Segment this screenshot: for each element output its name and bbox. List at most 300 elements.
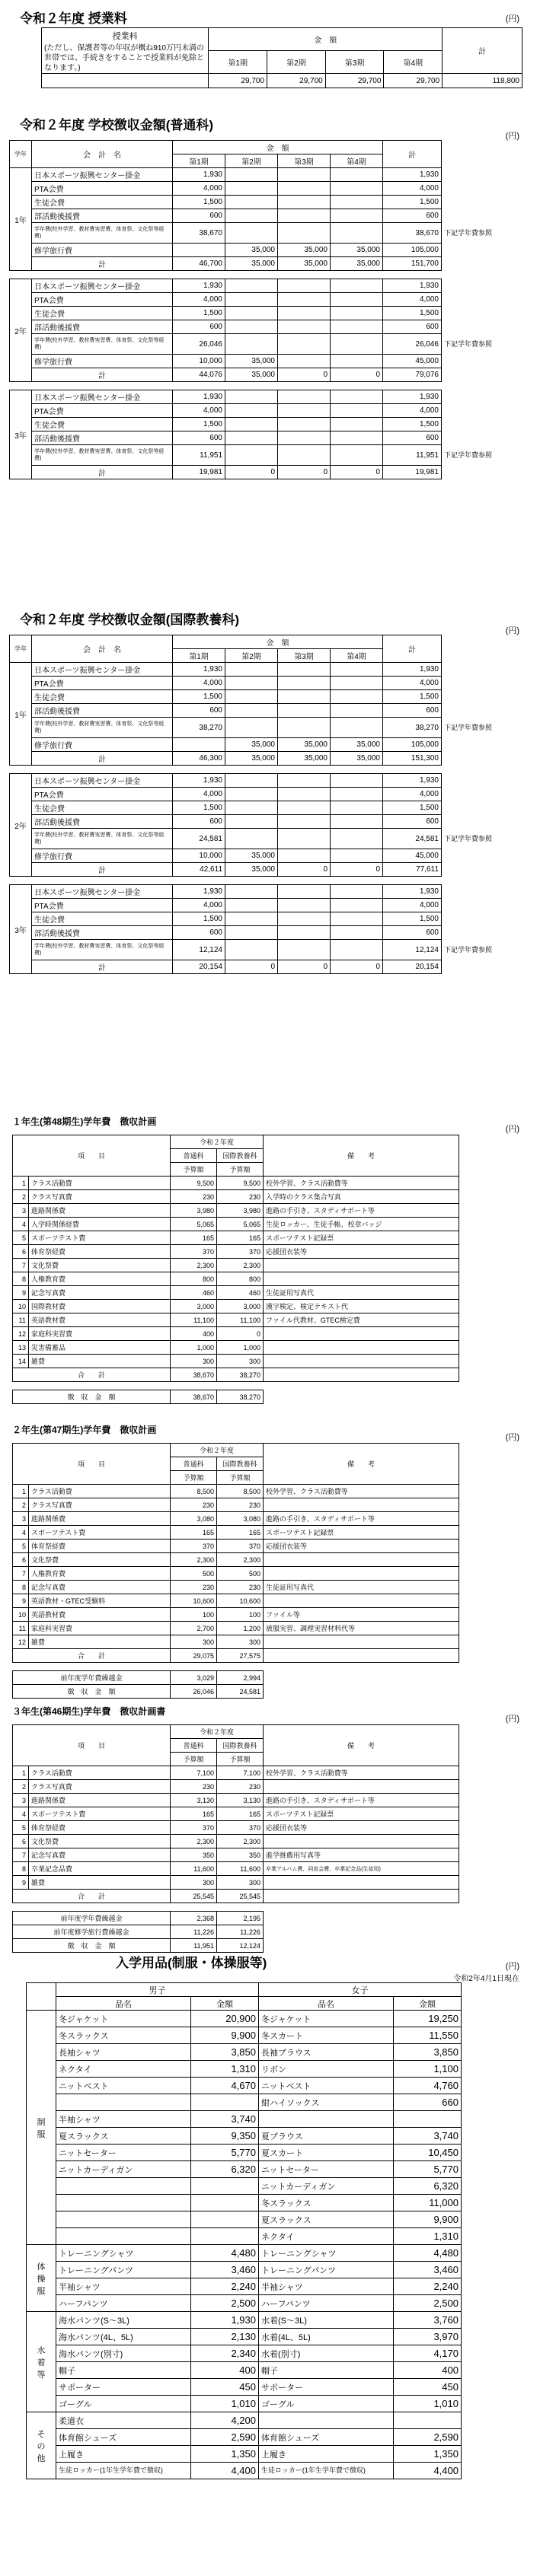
general-value: 3,000 <box>171 1300 217 1313</box>
table-row <box>10 279 495 293</box>
intl-head: 国際教養科 <box>217 1149 264 1163</box>
remarks <box>264 1498 459 1512</box>
item-name: 家庭科実習費 <box>29 1622 171 1635</box>
uniform-section <box>9 1952 524 2572</box>
plan2-table <box>12 1443 459 1699</box>
item-name: スポーツテスト費 <box>29 1231 171 1245</box>
price-cell: 400 <box>191 2362 259 2379</box>
item-cell: トレーニングパンツ <box>259 2262 394 2278</box>
item-name: 部活動後援費 <box>32 926 173 940</box>
general-value: 165 <box>171 1807 217 1821</box>
item-cell: 半袖シャツ <box>56 2111 191 2128</box>
amount-cell: 600 <box>383 815 442 829</box>
price-head: 金額 <box>191 1997 259 2011</box>
price-cell: 2,240 <box>191 2278 259 2295</box>
amount-cell <box>225 334 278 355</box>
price-head: 金額 <box>394 1997 462 2011</box>
total-label: 合 計 <box>13 1890 171 1903</box>
amount-cell: 600 <box>383 320 442 334</box>
item-name: 学年費(校外学習、教材費実習費、体育祭、文化祭等経費) <box>32 445 173 466</box>
grade-label: 3年 <box>10 390 32 479</box>
table-row <box>27 2379 462 2396</box>
amount-cell <box>225 885 278 899</box>
item-cell: 長袖シャツ <box>56 2044 191 2061</box>
amount-cell <box>278 677 331 690</box>
row-no: 8 <box>13 1862 29 1876</box>
row-no: 14 <box>13 1355 29 1368</box>
extra-general: 11,951 <box>171 1939 217 1953</box>
term-head-2: 第2期 <box>225 649 278 663</box>
table-row <box>13 1807 459 1821</box>
amount-cell: 600 <box>173 431 225 445</box>
item-cell: ニットベスト <box>259 2078 394 2094</box>
extra-intl: 11,226 <box>217 1925 264 1939</box>
grade-label: 3年 <box>10 885 32 974</box>
total-cell: 35,000 <box>225 863 278 877</box>
total-cell: 19,981 <box>383 466 442 479</box>
intl-value: 460 <box>217 1286 264 1300</box>
term-head-2: 第2期 <box>225 154 278 168</box>
general-value: 460 <box>171 1286 217 1300</box>
item-cell: 上履き <box>56 2446 191 2463</box>
total-label: 計 <box>32 863 173 877</box>
general-value: 3,080 <box>171 1512 217 1526</box>
amount-cell <box>278 196 331 209</box>
item-name: 学年費(校外学習、教材費実習費、体育祭、文化祭等経費) <box>32 223 173 244</box>
item-name: クラス活動費 <box>29 1766 171 1780</box>
intl-value: 230 <box>217 1581 264 1594</box>
extra-intl: 12,124 <box>217 1939 264 1953</box>
remarks: 被服実習、調理実習材料代等 <box>264 1622 459 1635</box>
intl-value: 2,300 <box>217 1553 264 1567</box>
amount-cell: 1,930 <box>173 663 225 677</box>
total-row <box>10 257 495 271</box>
amount-cell <box>278 663 331 677</box>
amount-cell <box>225 899 278 912</box>
item-name: 修学旅行費 <box>32 244 173 257</box>
amount-cell <box>331 774 383 788</box>
amount-cell <box>278 926 331 940</box>
amount-cell <box>278 774 331 788</box>
amount-cell: 105,000 <box>383 244 442 257</box>
amount-cell <box>331 912 383 926</box>
remarks <box>264 1835 459 1848</box>
table-row <box>27 2446 462 2463</box>
amount-cell: 1,500 <box>173 418 225 431</box>
total-cell: 35,000 <box>225 752 278 766</box>
amount-cell: 1,930 <box>173 774 225 788</box>
price-cell: 3,740 <box>191 2111 259 2128</box>
remarks-head: 備 考 <box>264 1444 459 1485</box>
amount-cell: 1,500 <box>173 690 225 704</box>
extra-general: 3,029 <box>171 1671 217 1685</box>
price-cell <box>191 2195 259 2211</box>
table-row <box>13 1594 459 1608</box>
general-title: 令和２年度 学校徴収金額(普通科) <box>20 118 214 132</box>
remarks: 進路の手引き、スタディサポート等 <box>264 1204 459 1218</box>
item-cell: 水着(S〜3L) <box>259 2312 394 2329</box>
table-row <box>13 1231 459 1245</box>
table-row <box>13 1485 459 1498</box>
intl-value: 9,500 <box>217 1177 264 1190</box>
amount-cell: 600 <box>173 209 225 223</box>
amount-cell: 26,046 <box>173 334 225 355</box>
general-value: 9,500 <box>171 1177 217 1190</box>
item-cell: 夏ブラウス <box>259 2128 394 2145</box>
table-row <box>13 1581 459 1594</box>
item-cell: 体育館シューズ <box>259 2429 394 2446</box>
amount-cell: 4,000 <box>173 182 225 196</box>
price-cell: 2,240 <box>394 2278 462 2295</box>
table-row <box>27 2094 462 2111</box>
item-name: 英語教材費 <box>29 1608 171 1622</box>
table-row <box>27 2329 462 2345</box>
row-no: 1 <box>13 1485 29 1498</box>
extra-intl: 2,195 <box>217 1912 264 1925</box>
plan3-unit: (円) <box>505 1715 519 1724</box>
total-cell: 0 <box>331 466 383 479</box>
item-name: 雑費 <box>29 1635 171 1649</box>
remarks <box>264 1594 459 1608</box>
row-no: 1 <box>13 1177 29 1190</box>
table-row <box>10 355 495 368</box>
table-row <box>13 1540 459 1553</box>
group-label: 水着等 <box>27 2312 56 2412</box>
plan1-section <box>9 1115 524 1419</box>
item-name: 記念写真費 <box>29 1581 171 1594</box>
group-label: 体操服 <box>27 2245 56 2312</box>
amount-cell <box>278 168 331 182</box>
intl-fee-table <box>9 635 494 974</box>
intl-head: 国際教養科 <box>217 1457 264 1471</box>
total-label: 計 <box>32 368 173 382</box>
item-name: 文化祭費 <box>29 1835 171 1848</box>
price-cell: 5,770 <box>191 2145 259 2161</box>
amount-cell <box>331 209 383 223</box>
item-cell: ハーフパンツ <box>56 2295 191 2312</box>
item-cell: 海水パンツ(別寸) <box>56 2345 191 2362</box>
amount-cell: 4,000 <box>173 293 225 307</box>
table-row <box>10 168 495 182</box>
remarks: 入学時のクラス集合写真 <box>264 1190 459 1204</box>
total-head: 計 <box>383 635 442 663</box>
tuition-label-note: (ただし、保護者等の年収が概ね910万円未満の世帯では、手続きをすることで授業料が免除となります。) <box>44 44 205 72</box>
general-value: 230 <box>171 1190 217 1204</box>
grade-label: 2年 <box>10 279 32 382</box>
amount-cell: 38,670 <box>383 223 442 244</box>
extra-row <box>13 1939 459 1953</box>
total-row <box>13 1890 459 1903</box>
item-name: クラス活動費 <box>29 1485 171 1498</box>
amount-cell <box>225 815 278 829</box>
item-name: 雑費 <box>29 1876 171 1890</box>
remarks: 校外学習、クラス活動費等 <box>264 1485 459 1498</box>
item-name: 英語教材・GTEC受験料 <box>29 1594 171 1608</box>
price-cell: 450 <box>191 2379 259 2396</box>
amount-head: 金 額 <box>173 635 383 649</box>
budget-head: 予算額 <box>171 1753 217 1766</box>
remarks <box>264 1876 459 1890</box>
price-cell: 11,000 <box>394 2195 462 2211</box>
item-name: 災害備蓄品 <box>29 1341 171 1355</box>
price-cell: 6,320 <box>394 2178 462 2195</box>
item-cell: 夏スカート <box>259 2145 394 2161</box>
tuition-term-1: 第1期 <box>209 51 267 74</box>
amount-cell <box>278 404 331 418</box>
total-general: 38,670 <box>171 1368 217 1382</box>
general-value: 500 <box>171 1567 217 1581</box>
total-row <box>10 863 495 877</box>
amount-cell: 12,124 <box>173 940 225 960</box>
item-head: 項 目 <box>13 1444 171 1485</box>
amount-cell: 4,000 <box>383 899 442 912</box>
table-row <box>13 1355 459 1368</box>
item-cell: ニットセーター <box>259 2161 394 2178</box>
remarks: 生徒ロッカー、生徒手帳、校章バッジ <box>264 1218 459 1231</box>
grade-fee-note: 下記学年費参照 <box>444 835 493 842</box>
amount-cell: 35,000 <box>225 355 278 368</box>
amount-cell <box>225 445 278 466</box>
row-no: 6 <box>13 1553 29 1567</box>
total-cell: 35,000 <box>331 752 383 766</box>
amount-cell: 45,000 <box>383 849 442 863</box>
item-name: 修学旅行費 <box>32 738 173 752</box>
table-row <box>10 829 495 849</box>
amount-cell <box>225 223 278 244</box>
amount-cell: 24,581 <box>173 829 225 849</box>
amount-cell <box>331 404 383 418</box>
amount-cell: 35,000 <box>331 244 383 257</box>
amount-cell: 1,930 <box>173 279 225 293</box>
item-name: 学年費(校外学習、教材費実習費、体育祭、文化祭等経費) <box>32 829 173 849</box>
price-cell: 2,500 <box>191 2295 259 2312</box>
amount-cell <box>278 431 331 445</box>
remarks-head: 備 考 <box>264 1135 459 1177</box>
table-row <box>10 849 495 863</box>
price-cell <box>191 2178 259 2195</box>
amount-cell: 11,951 <box>173 445 225 466</box>
amount-cell: 1,930 <box>383 885 442 899</box>
amount-cell <box>278 829 331 849</box>
amount-head: 金 額 <box>173 141 383 154</box>
price-cell: 10,450 <box>394 2145 462 2161</box>
amount-cell: 1,500 <box>173 196 225 209</box>
amount-cell: 10,000 <box>173 355 225 368</box>
amount-cell: 4,000 <box>383 182 442 196</box>
row-no: 3 <box>13 1794 29 1807</box>
row-no: 9 <box>13 1594 29 1608</box>
amount-cell: 600 <box>173 320 225 334</box>
item-cell <box>56 2094 191 2111</box>
price-cell: 11,550 <box>394 2027 462 2044</box>
intl-value: 3,980 <box>217 1204 264 1218</box>
total-cell: 0 <box>278 368 331 382</box>
row-no: 5 <box>13 1540 29 1553</box>
total-cell: 46,300 <box>173 752 225 766</box>
table-row <box>13 1821 459 1835</box>
price-cell: 1,310 <box>394 2228 462 2245</box>
general-head: 普通科 <box>171 1457 217 1471</box>
table-row <box>13 1876 459 1890</box>
remarks: スポーツテスト記録票 <box>264 1231 459 1245</box>
male-head: 男子 <box>56 1983 259 1997</box>
intl-value: 370 <box>217 1540 264 1553</box>
amount-cell <box>225 320 278 334</box>
tuition-value-3: 29,700 <box>325 74 384 88</box>
amount-cell: 4,000 <box>173 899 225 912</box>
table-row <box>27 2312 462 2329</box>
amount-cell <box>225 663 278 677</box>
amount-cell: 38,270 <box>173 718 225 738</box>
total-cell: 35,000 <box>278 752 331 766</box>
amount-cell <box>331 182 383 196</box>
table-row <box>10 704 495 718</box>
year-head: 令和２年度 <box>171 1444 264 1457</box>
extra-row <box>13 1912 459 1925</box>
table-row <box>27 2345 462 2362</box>
amount-cell: 35,000 <box>225 244 278 257</box>
amount-cell <box>278 445 331 466</box>
amount-cell: 38,670 <box>173 223 225 244</box>
price-cell: 2,130 <box>191 2329 259 2345</box>
amount-cell <box>278 912 331 926</box>
remarks <box>264 1553 459 1567</box>
item-name: 日本スポーツ振興センター掛金 <box>32 279 173 293</box>
amount-cell <box>225 690 278 704</box>
amount-cell: 35,000 <box>278 738 331 752</box>
amount-cell: 1,500 <box>173 307 225 320</box>
general-head: 普通科 <box>171 1739 217 1753</box>
plan3-title: ３年生(第46期生)学年費 徴収計画書 <box>12 1706 166 1717</box>
item-name: 日本スポーツ振興センター掛金 <box>32 390 173 404</box>
item-name: 部活動後援費 <box>32 209 173 223</box>
amount-cell <box>225 926 278 940</box>
amount-cell <box>225 774 278 788</box>
total-cell: 0 <box>225 960 278 974</box>
collect-label: 徴 収 金 額 <box>13 1390 171 1404</box>
intl-value: 230 <box>217 1190 264 1204</box>
amount-cell <box>331 718 383 738</box>
item-cell: ニットカーディガン <box>259 2178 394 2195</box>
amount-cell: 35,000 <box>331 738 383 752</box>
table-row <box>27 2396 462 2412</box>
table-row <box>13 1862 459 1876</box>
amount-cell <box>278 279 331 293</box>
tuition-term-4: 第4期 <box>384 51 443 74</box>
remarks: 生徒証用写真代 <box>264 1286 459 1300</box>
collect-row <box>13 1390 459 1404</box>
grade-fee-note: 下記学年費参照 <box>444 451 493 459</box>
total-row <box>10 752 495 766</box>
amount-cell <box>331 899 383 912</box>
intl-value: 1,200 <box>217 1622 264 1635</box>
plan3-section <box>9 1705 524 1948</box>
amount-cell <box>278 182 331 196</box>
price-cell: 3,850 <box>191 2044 259 2061</box>
general-value: 350 <box>171 1848 217 1862</box>
extra-general: 2,368 <box>171 1912 217 1925</box>
item-cell: トレーニングシャツ <box>56 2245 191 2262</box>
amount-cell: 600 <box>383 431 442 445</box>
amount-cell <box>331 320 383 334</box>
item-name: 日本スポーツ振興センター掛金 <box>32 168 173 182</box>
amount-cell: 12,124 <box>383 940 442 960</box>
item-cell: リボン <box>259 2061 394 2078</box>
amount-cell: 1,500 <box>383 307 442 320</box>
intl-value: 1,000 <box>217 1341 264 1355</box>
item-name: PTA会費 <box>32 677 173 690</box>
grade-label: 1年 <box>10 168 32 271</box>
item-name: 修学旅行費 <box>32 849 173 863</box>
amount-cell <box>278 209 331 223</box>
extra-row <box>13 1685 459 1699</box>
table-row <box>10 677 495 690</box>
price-cell: 2,500 <box>394 2295 462 2312</box>
total-label: 合 計 <box>13 1368 171 1382</box>
item-name: 国際教材費 <box>29 1300 171 1313</box>
row-no: 2 <box>13 1190 29 1204</box>
price-cell: 2,590 <box>394 2429 462 2446</box>
tuition-unit: (円) <box>505 14 519 24</box>
total-general: 29,075 <box>171 1649 217 1663</box>
amount-cell <box>331 279 383 293</box>
row-no: 2 <box>13 1498 29 1512</box>
item-cell: サポーター <box>56 2379 191 2396</box>
price-cell: 4,400 <box>394 2463 462 2479</box>
extra-intl: 2,994 <box>217 1671 264 1685</box>
general-value: 3,130 <box>171 1794 217 1807</box>
table-row <box>27 2011 462 2027</box>
extra-label: 前年度学年費繰越金 <box>13 1671 171 1685</box>
remarks <box>264 1327 459 1341</box>
table-row <box>27 2195 462 2211</box>
general-unit: (円) <box>505 132 519 141</box>
tuition-value-total: 118,800 <box>443 74 522 88</box>
table-row <box>27 2078 462 2094</box>
item-name: 家庭科実習費 <box>29 1327 171 1341</box>
price-cell: 4,170 <box>394 2345 462 2362</box>
total-row <box>10 466 495 479</box>
item-name: 日本スポーツ振興センター掛金 <box>32 663 173 677</box>
amount-cell <box>331 334 383 355</box>
total-cell: 46,700 <box>173 257 225 271</box>
general-value: 11,600 <box>171 1862 217 1876</box>
table-row <box>13 1272 459 1286</box>
general-value: 165 <box>171 1526 217 1540</box>
remarks: スポーツテスト記録票 <box>264 1526 459 1540</box>
item-cell: 冬スラックス <box>259 2195 394 2211</box>
item-name: 進路関係費 <box>29 1512 171 1526</box>
intl-title: 令和２年度 学校徴収金額(国際教養科) <box>20 613 240 627</box>
total-label: 合 計 <box>13 1649 171 1663</box>
item-cell: 海水パンツ(S〜3L) <box>56 2312 191 2329</box>
total-cell: 0 <box>331 863 383 877</box>
price-cell: 3,460 <box>191 2262 259 2278</box>
total-cell: 44,076 <box>173 368 225 382</box>
table-row <box>13 1313 459 1327</box>
item-name: 生徒会費 <box>32 196 173 209</box>
item-cell <box>56 2178 191 2195</box>
amount-cell <box>331 418 383 431</box>
item-name: 部活動後援費 <box>32 320 173 334</box>
table-row <box>13 1498 459 1512</box>
general-value: 230 <box>171 1581 217 1594</box>
table-row <box>10 774 495 788</box>
amount-cell <box>331 677 383 690</box>
amount-cell <box>331 815 383 829</box>
item-name: 部活動後援費 <box>32 704 173 718</box>
term-head-4: 第4期 <box>331 154 383 168</box>
